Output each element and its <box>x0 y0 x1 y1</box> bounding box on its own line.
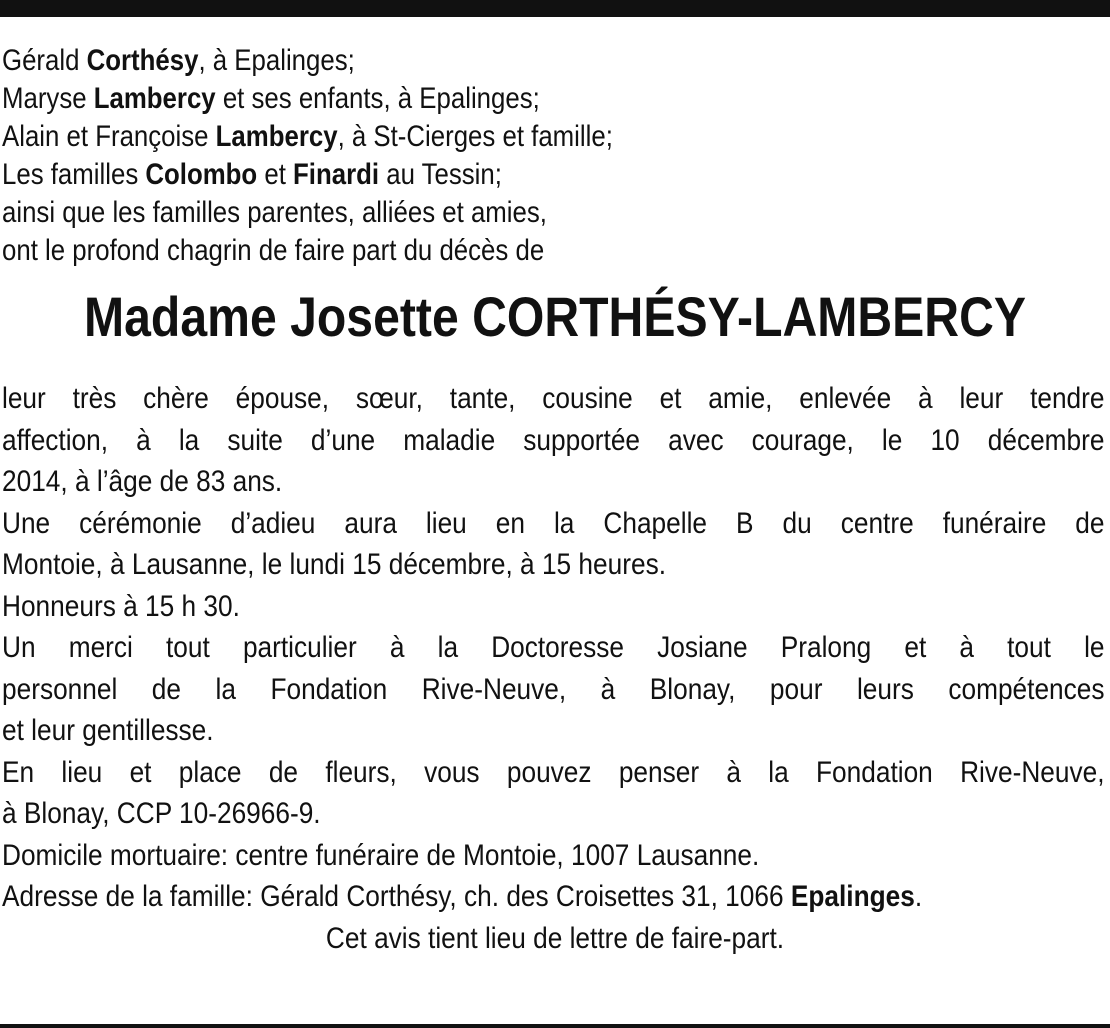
family-address-line: Adresse de la famille: Gérald Corthésy, ch. des Croisettes 31, 1066 Epalinges. <box>2 880 923 913</box>
body-line: à Blonay, CCP 10-26966-9. <box>2 797 321 830</box>
bottom-rule <box>0 1024 1110 1028</box>
body-line: et leur gentillesse. <box>2 714 214 747</box>
notice-body <box>0 378 1110 959</box>
body-line: Domicile mortuaire: centre funéraire de Montoie, 1007 Lausanne. <box>2 838 760 872</box>
top-rule <box>0 0 1110 17</box>
intro-line: Les familles Colombo et Finardi au Tessin; <box>2 158 502 191</box>
notice-content <box>0 42 1110 959</box>
closing-line: Cet avis tient lieu de lettre de faire-part. <box>325 921 785 955</box>
intro-line: ainsi que les familles parentes, alliées et amies, <box>2 196 547 229</box>
body-line: affection, à la suite d’une maladie supportée avec courage, le 10 décembre <box>2 423 1105 457</box>
body-paragraphs <box>2 378 1105 918</box>
intro-line: Maryse Lambercy et ses enfants, à Epalinges; <box>2 82 540 115</box>
body-line: En lieu et place de fleurs, vous pouvez penser à la Fondation Rive-Neuve, <box>2 755 1105 789</box>
body-line: personnel de la Fondation Rive-Neuve, à Blonay, pour leurs compétences <box>2 672 1105 706</box>
body-line: 2014, à l’âge de 83 ans. <box>2 465 283 498</box>
body-line: leur très chère épouse, sœur, tante, cousine et amie, enlevée à leur tendre <box>2 382 1105 415</box>
intro-line: Gérald Corthésy, à Epalinges; <box>2 44 355 77</box>
body-line: Montoie, à Lausanne, le lundi 15 décembre, à 15 heures. <box>2 548 667 581</box>
intro-line: Alain et Françoise Lambercy, à St-Cierges et famille; <box>2 120 613 153</box>
deceased-name-heading: Madame Josette CORTHÉSY-LAMBERCY <box>84 285 1026 348</box>
intro-line: ont le profond chagrin de faire part du décès de <box>2 234 545 267</box>
body-line: Un merci tout particulier à la Doctoresse Josiane Pralong et à tout le <box>2 631 1105 664</box>
body-line: Une cérémonie d’adieu aura lieu en la Chapelle B du centre funéraire de <box>2 506 1105 540</box>
family-announcement <box>0 42 1110 270</box>
body-line: Honneurs à 15 h 30. <box>2 589 240 623</box>
